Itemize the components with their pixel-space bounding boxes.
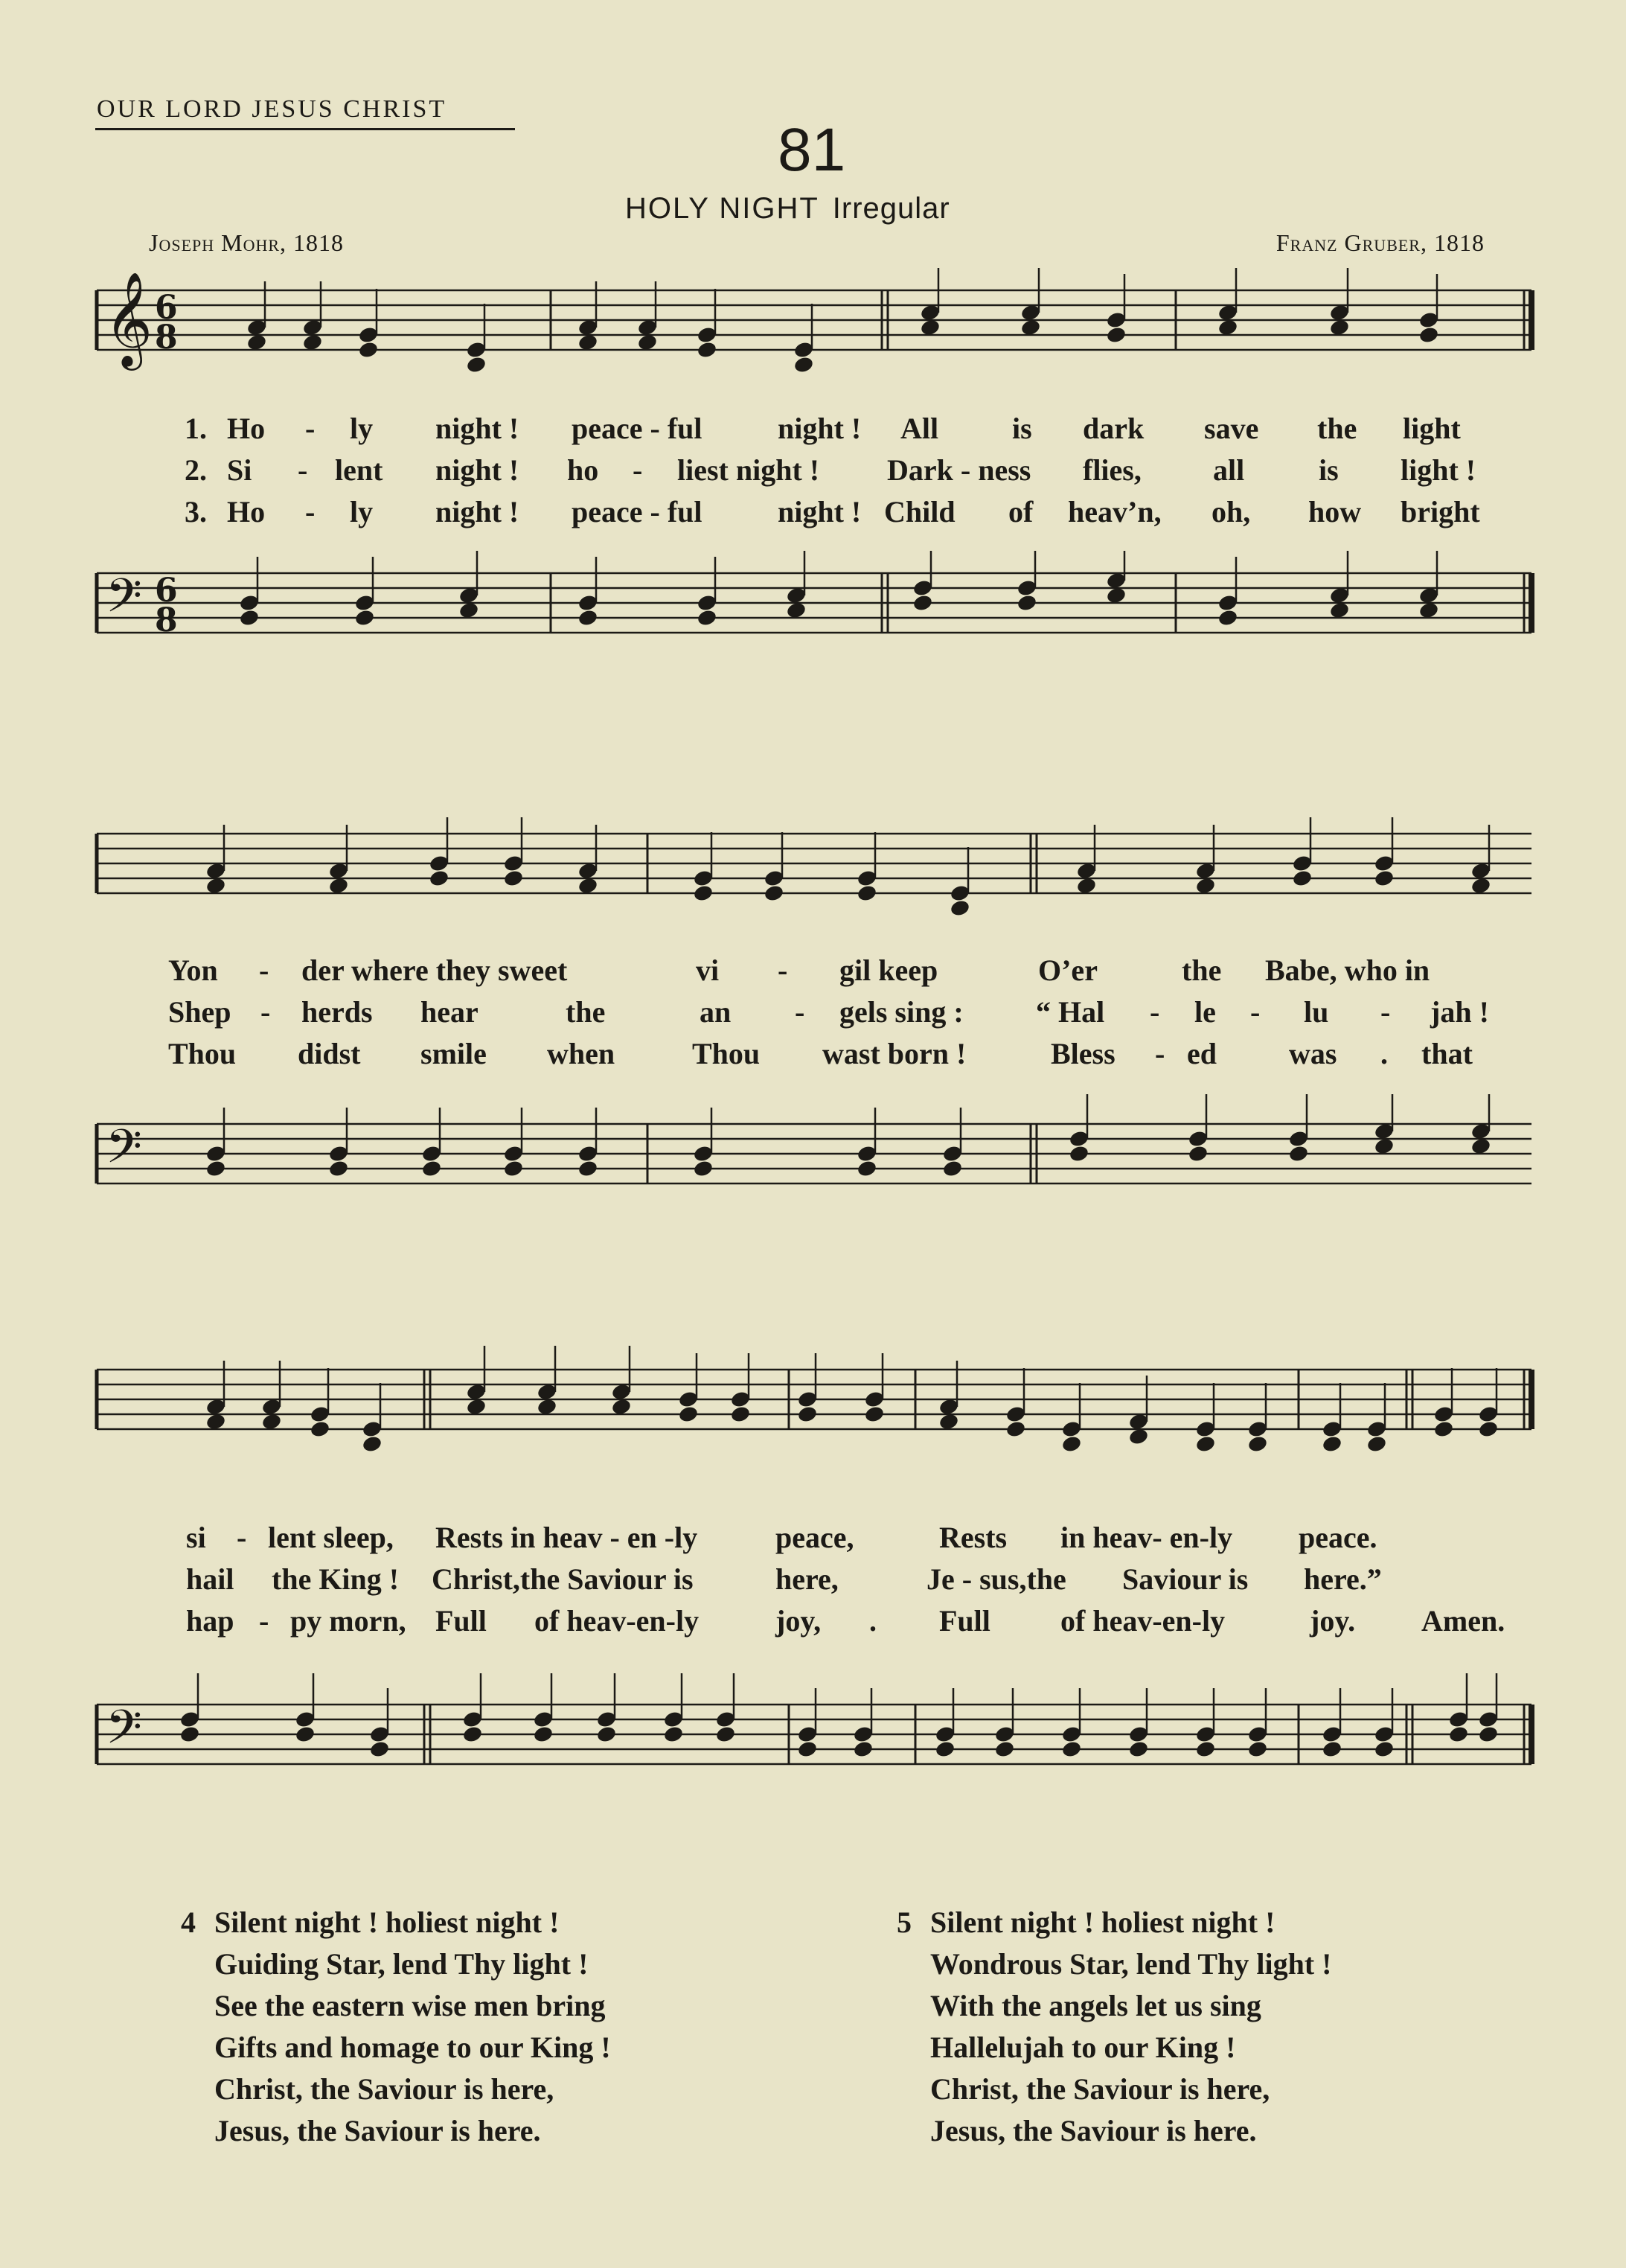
syllable: lent xyxy=(335,453,383,487)
syllable: Full xyxy=(939,1604,990,1638)
syllable: der where they sweet xyxy=(301,953,568,987)
verse-4-line: Christ, the Saviour is here, xyxy=(214,2072,554,2106)
note-head xyxy=(1005,1419,1027,1438)
note-head xyxy=(1292,869,1313,887)
syllable: in heav- en-ly xyxy=(1060,1521,1233,1554)
note-head xyxy=(912,593,934,612)
syllable: the xyxy=(566,995,606,1029)
syllable: - xyxy=(298,453,308,487)
syllable: py morn, xyxy=(290,1604,406,1638)
note-head xyxy=(663,1725,685,1743)
note-head xyxy=(462,1725,484,1743)
syllable: dark xyxy=(1083,412,1145,445)
syllable: Shep xyxy=(168,995,231,1029)
syllable: peace - ful xyxy=(572,495,702,528)
note-head xyxy=(693,1159,714,1178)
syllable: Je - sus,the xyxy=(926,1562,1066,1596)
treble-clef: 𝄞 xyxy=(104,271,153,366)
note-head xyxy=(1128,1740,1150,1758)
verse-5-line: Jesus, the Saviour is here. xyxy=(930,2114,1257,2147)
syllable: when xyxy=(547,1037,615,1070)
note-head xyxy=(1418,325,1440,344)
note-head xyxy=(1017,593,1038,612)
note-head xyxy=(328,1159,350,1178)
syllable: si xyxy=(186,1521,206,1554)
verse-5-line: Hallelujah to our King ! xyxy=(930,2031,1236,2064)
syllable: hear xyxy=(420,995,478,1029)
syllable: how xyxy=(1308,495,1362,528)
syllable: Rests xyxy=(939,1521,1008,1554)
tune-name: HOLY NIGHT xyxy=(625,192,819,225)
note-head xyxy=(1061,1434,1083,1453)
note-head xyxy=(697,608,718,627)
note-head xyxy=(730,1405,752,1423)
syllable: - xyxy=(237,1521,247,1554)
syllable: joy. xyxy=(1310,1604,1356,1638)
syllable: Amen. xyxy=(1421,1604,1505,1638)
note-head xyxy=(994,1740,1016,1758)
system-1-bass-staff xyxy=(0,551,1626,707)
verse-4-line: See the eastern wise men bring xyxy=(214,1989,606,2022)
note-head xyxy=(358,340,380,359)
note-head xyxy=(1288,1144,1310,1163)
verse-4-line: Gifts and homage to our King ! xyxy=(214,2031,611,2064)
syllable: Bless xyxy=(1051,1037,1116,1070)
syllable: here.” xyxy=(1304,1562,1382,1596)
note-head xyxy=(179,1725,201,1743)
syllable: liest night ! xyxy=(677,453,820,487)
note-head xyxy=(1322,1434,1343,1453)
syllable: - xyxy=(259,1604,269,1638)
syllable: peace - ful xyxy=(572,412,702,445)
syllable: didst xyxy=(298,1037,361,1070)
syllable: ho xyxy=(567,453,599,487)
syllable: of heav-en-ly xyxy=(1060,1604,1226,1638)
verse-5 xyxy=(897,1902,1332,2152)
syllable: Thou xyxy=(168,1037,237,1070)
note-head xyxy=(1217,608,1239,627)
note-head xyxy=(466,355,487,374)
system-2-treble-staff xyxy=(0,804,1626,942)
syllable: ed xyxy=(1187,1037,1217,1070)
syllable: - xyxy=(633,453,643,487)
note-head xyxy=(1188,1144,1209,1163)
syllable: - xyxy=(259,953,269,987)
note-head xyxy=(1247,1740,1269,1758)
syllable: oh, xyxy=(1212,495,1251,528)
verse-number: 2. xyxy=(185,453,207,487)
syllable: Ho xyxy=(227,495,266,528)
syllable: ly xyxy=(350,412,374,445)
syllable: Rests in heav - en -ly xyxy=(435,1521,698,1554)
verse-4-number: 4 xyxy=(181,1906,196,1939)
verse-5-number: 5 xyxy=(897,1906,912,1939)
note-head xyxy=(503,869,525,887)
note-head xyxy=(369,1740,391,1758)
section-title-rule xyxy=(95,128,515,130)
note-head xyxy=(1069,1144,1090,1163)
syllable: O’er xyxy=(1038,953,1098,987)
note-head xyxy=(596,1725,618,1743)
syllable: was xyxy=(1289,1037,1337,1070)
system-3-treble-staff xyxy=(0,1325,1626,1489)
tune-line xyxy=(625,192,950,226)
syllable: joy, xyxy=(775,1604,822,1638)
syllable: ly xyxy=(350,495,374,528)
syllable: peace. xyxy=(1299,1521,1377,1554)
verse-number: 1. xyxy=(185,412,207,445)
syllable: - xyxy=(1380,995,1391,1029)
note-head xyxy=(857,884,878,902)
syllable: flies, xyxy=(1083,453,1142,487)
syllable: light xyxy=(1403,412,1461,445)
note-head xyxy=(1195,1434,1217,1453)
syllable: Si xyxy=(227,453,252,487)
syllable: smile xyxy=(420,1037,487,1070)
syllable: vi xyxy=(696,953,720,987)
syllable: jah ! xyxy=(1430,995,1489,1029)
system-1-treble-staff xyxy=(0,268,1626,402)
syllable: night ! xyxy=(778,412,862,445)
syllable: the xyxy=(1182,953,1222,987)
note-head xyxy=(1448,1725,1470,1743)
note-head xyxy=(864,1405,886,1423)
syllable: here, xyxy=(775,1562,839,1596)
verse-5-line: Wondrous Star, lend Thy light ! xyxy=(930,1947,1332,1981)
meter: Irregular xyxy=(832,192,950,225)
syllable: night ! xyxy=(435,495,519,528)
note-head xyxy=(1478,1725,1499,1743)
note-head xyxy=(205,1159,227,1178)
author-credit: Joseph Mohr, 1818 xyxy=(149,229,345,256)
syllable: Dark - ness xyxy=(887,453,1031,487)
syllable: - xyxy=(1150,995,1160,1029)
syllable: all xyxy=(1213,453,1245,487)
note-head xyxy=(1195,1740,1217,1758)
syllable: Thou xyxy=(692,1037,761,1070)
syllable: - xyxy=(795,995,805,1029)
system-3-bass-staff xyxy=(0,1660,1626,1824)
syllable: hail xyxy=(186,1562,234,1596)
syllable: lent sleep, xyxy=(268,1521,394,1554)
syllable: is xyxy=(1319,453,1339,487)
note-head xyxy=(310,1419,331,1438)
syllable: peace, xyxy=(775,1521,854,1554)
syllable: - xyxy=(1250,995,1261,1029)
syllable: is xyxy=(1012,412,1032,445)
syllable: Full xyxy=(435,1604,487,1638)
note-head xyxy=(503,1159,525,1178)
bass-clef: 𝄢 xyxy=(106,1119,142,1185)
syllable: night ! xyxy=(435,453,519,487)
syllable: . xyxy=(869,1604,877,1638)
bass-clef: 𝄢 xyxy=(106,568,142,634)
hymn-number: 81 xyxy=(778,116,846,184)
note-head xyxy=(1374,1740,1395,1758)
syllable: - xyxy=(1155,1037,1165,1070)
time-signature-denominator: 8 xyxy=(155,319,178,357)
time-signature-numerator: 6 xyxy=(155,572,178,610)
verse-5-line: With the angels let us sing xyxy=(930,1989,1261,2022)
syllable: bright xyxy=(1401,495,1480,528)
syllable: wast born ! xyxy=(822,1037,967,1070)
syllable: gil keep xyxy=(839,953,938,987)
note-head xyxy=(295,1725,316,1743)
note-head xyxy=(1433,1419,1455,1438)
syllable: Child xyxy=(884,495,956,528)
syllable: Ho xyxy=(227,412,266,445)
note-head xyxy=(1322,1740,1343,1758)
syllable: “ Hal xyxy=(1036,995,1105,1029)
note-head xyxy=(1478,1419,1499,1438)
verse-5-line: Silent night ! holiest night ! xyxy=(930,1906,1275,1939)
syllable: hap xyxy=(186,1604,234,1638)
note-head xyxy=(1366,1434,1388,1453)
note-head xyxy=(429,869,450,887)
note-head xyxy=(239,608,260,627)
verse-4-line: Silent night ! holiest night ! xyxy=(214,1906,560,1939)
note-head xyxy=(697,340,718,359)
syllable: save xyxy=(1204,412,1259,445)
note-head xyxy=(354,608,376,627)
note-head xyxy=(797,1740,819,1758)
syllable: the xyxy=(1317,412,1357,445)
verse-number: 3. xyxy=(185,495,207,528)
note-head xyxy=(764,884,785,902)
syllable: Yon xyxy=(168,953,218,987)
note-head xyxy=(857,1159,878,1178)
time-signature-numerator: 6 xyxy=(155,289,178,327)
note-head xyxy=(1061,1740,1083,1758)
note-head xyxy=(1374,869,1395,887)
note-head xyxy=(715,1725,737,1743)
syllable: night ! xyxy=(435,412,519,445)
syllable: that xyxy=(1421,1037,1473,1070)
syllable: an xyxy=(700,995,732,1029)
verse-5-line: Christ, the Saviour is here, xyxy=(930,2072,1270,2106)
note-head xyxy=(678,1405,700,1423)
note-head xyxy=(533,1725,554,1743)
note-head xyxy=(950,898,971,917)
syllable: le xyxy=(1194,995,1216,1029)
syllable: . xyxy=(1380,1037,1388,1070)
note-head xyxy=(853,1740,874,1758)
verse-4 xyxy=(181,1902,611,2152)
note-head xyxy=(421,1159,443,1178)
syllable: of heav-en-ly xyxy=(534,1604,700,1638)
syllable: - xyxy=(778,953,788,987)
note-head xyxy=(935,1740,956,1758)
verse-4-line: Jesus, the Saviour is here. xyxy=(214,2114,541,2147)
syllable: - xyxy=(260,995,271,1029)
note-head xyxy=(693,884,714,902)
syllable: - xyxy=(305,412,316,445)
note-head xyxy=(793,355,815,374)
note-head xyxy=(942,1159,964,1178)
syllable: herds xyxy=(301,995,373,1029)
syllable: Christ,the Saviour is xyxy=(432,1562,694,1596)
note-head xyxy=(577,1159,599,1178)
syllable: the King ! xyxy=(272,1562,400,1596)
bass-clef: 𝄢 xyxy=(106,1699,142,1766)
note-head xyxy=(797,1405,819,1423)
syllable: of xyxy=(1008,495,1034,528)
syllable: Babe, who in xyxy=(1265,953,1430,987)
syllable: - xyxy=(305,495,316,528)
syllable: light ! xyxy=(1401,453,1476,487)
syllable: heav’n, xyxy=(1068,495,1162,528)
note-head xyxy=(1106,325,1127,344)
syllable: Saviour is xyxy=(1122,1562,1249,1596)
time-signature-denominator: 8 xyxy=(155,601,178,639)
note-head xyxy=(577,608,599,627)
section-title: OUR LORD JESUS CHRIST xyxy=(97,95,447,123)
note-head xyxy=(362,1434,383,1453)
note-head xyxy=(1247,1434,1269,1453)
verse-4-line: Guiding Star, lend Thy light ! xyxy=(214,1947,589,1981)
system-2-bass-staff xyxy=(0,1094,1626,1243)
syllable: All xyxy=(900,412,939,445)
syllable: gels sing : xyxy=(839,995,964,1029)
syllable: night ! xyxy=(778,495,862,528)
syllable: lu xyxy=(1304,995,1329,1029)
composer-credit: Franz Gruber, 1818 xyxy=(1275,229,1485,256)
